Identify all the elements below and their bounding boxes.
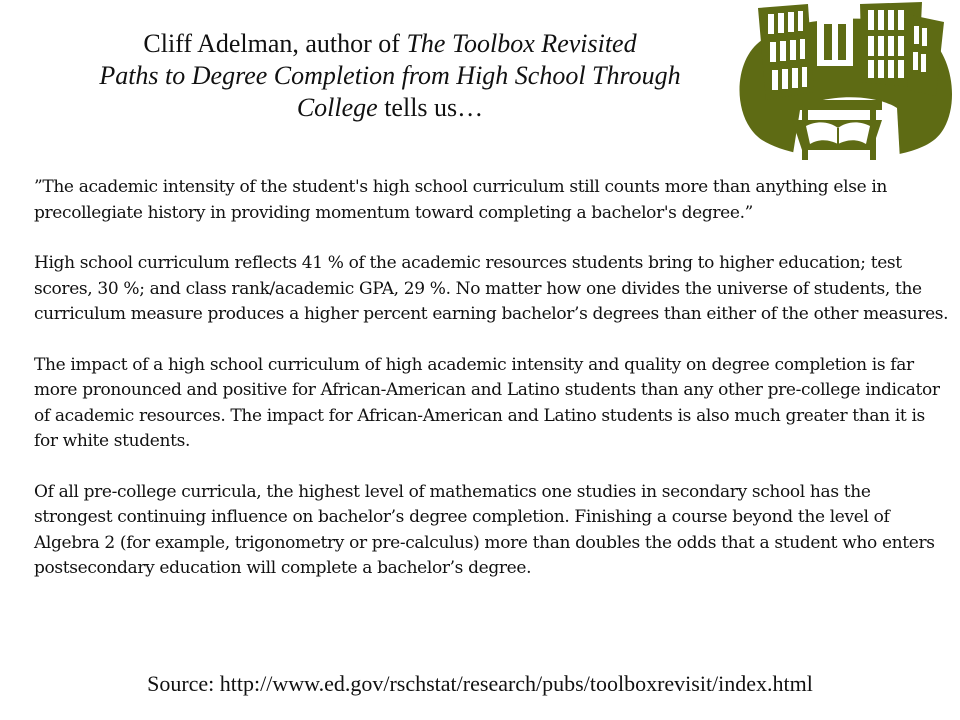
library-bookshelves-icon [722, 0, 960, 165]
source-citation: Source: http://www.ed.gov/rschstat/research/pubs/toolboxrevisit/index.html [147, 671, 813, 696]
paragraph-impact: The impact of a high school curriculum of high academic intensity and quality on degree completion is far more pronounced and positive for African-American and Latino students than any other pre-college indicator of academic resources. The impact for African-American and Latino students is also much greater than it is for white students. [34, 354, 940, 451]
book-title: The Toolbox Revisited [406, 29, 637, 58]
paragraph-quote: ”The academic intensity of the student's high school curriculum still counts more than anything else in precollegiate history in providing momentum toward completing a bachelor's degree.” [34, 177, 888, 223]
title-author: Cliff Adelman, author of [143, 29, 407, 58]
paragraph-curriculum-share: High school curriculum reflects 41 % of the academic resources students bring to higher education; test scores, 30 %; and class rank/academic GPA, 29 %. No matter how one divides the universe of students, the curriculum measure produces a higher percent earning bachelor’s degrees than either of the other measures. [34, 253, 949, 324]
book-subtitle: Paths to Degree Completion from High School Through [99, 61, 681, 90]
title-line-1 [40, 28, 740, 60]
book-subtitle-end: College [296, 93, 378, 122]
paragraph-mathematics: Of all pre-college curricula, the highest level of mathematics one studies in secondary school has the strongest continuing influence on bachelor’s degree completion. Finishing a course beyond the level of Algebra 2 (for example, trigonometry or pre-calculus) more than doubles the odds that a student who enters postsecondary education will complete a bachelor’s degree. [34, 481, 935, 578]
quote-body [34, 175, 949, 607]
slide-title [40, 28, 740, 124]
title-line-3 [40, 92, 740, 124]
title-line-2 [40, 60, 740, 92]
title-suffix: tells us… [377, 93, 484, 122]
